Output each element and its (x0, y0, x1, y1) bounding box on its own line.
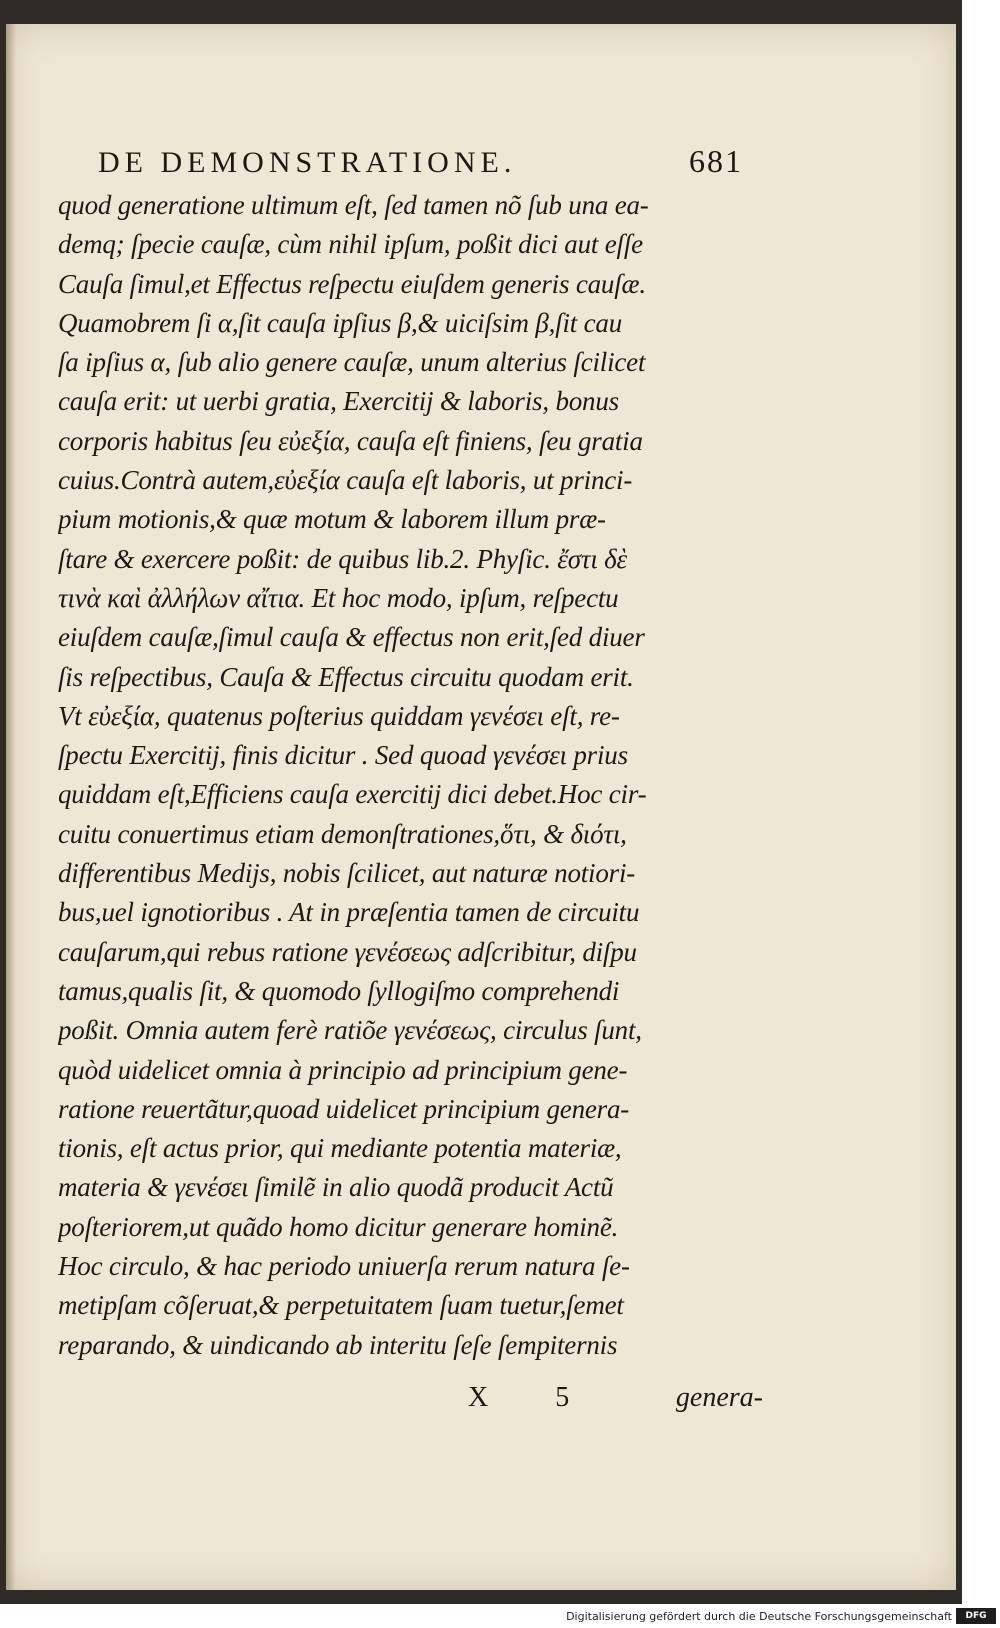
text-line: quòd uidelicet omnia à principio ad principium gene- (58, 1054, 628, 1085)
text-line: poßit. Omnia autem ferè ratiõe γενέσεως, circulus ſunt, (58, 1015, 642, 1046)
text-line: cuitu conuertimus etiam demonſtrationes,ὅτι, & διότι, (58, 818, 627, 849)
body-text (58, 186, 763, 1365)
catch-line (58, 1382, 763, 1422)
funding-note: Digitalisierung gefördert durch die Deutsche Forschungsgemeinschaft (566, 1610, 952, 1623)
text-line: cauſa erit: ut uerbi gratia, Exercitij & laboris, bonus (58, 386, 619, 417)
text-line: tionis, eſt actus prior, qui mediante potentia materiæ, (58, 1133, 622, 1164)
text-line: differentibus Medijs, nobis ſcilicet, aut naturæ notiori- (58, 858, 636, 889)
text-line: eiuſdem cauſæ,ſimul cauſa & effectus non erit,ſed diuer (58, 622, 645, 653)
text-line: poſteriorem,ut quãdo homo dicitur generare hominẽ. (58, 1211, 619, 1242)
text-line: cuius.Contrà autem,εὐεξία cauſa eſt laboris, ut princi- (58, 465, 633, 496)
text-line: ratione reuertãtur,quoad uidelicet principium genera- (58, 1093, 630, 1124)
digitization-footer (0, 1604, 1000, 1628)
text-line: quod generatione ultimum eſt, ſed tamen nõ ſub una ea- (58, 190, 649, 220)
text-line: cauſarum,qui rebus ratione γενέσεως adſcribitur, diſpu (58, 936, 637, 967)
text-line: bus,uel ignotioribus . At in præſentia tamen de circuitu (58, 897, 640, 928)
page-gutter-shadow (6, 24, 16, 1590)
text-line: reparando, & uindicando ab interitu ſeſe ſempiternis (58, 1329, 618, 1360)
catchword: genera- (675, 1382, 763, 1413)
text-line: ſtare & exercere poßit: de quibus lib.2. Phyſic. ἔστι δὲ (58, 543, 627, 574)
text-line: demq; ſpecie cauſæ, cùm nihil ipſum, poßit dici aut eſſe (58, 229, 643, 260)
text-line: ſpectu Exercitij, finis dicitur . Sed quoad γενέσει prius (58, 740, 628, 771)
text-line: Vt εὐεξία, quatenus poſterius quiddam γενέσει eſt, re- (58, 700, 620, 731)
signature-mark: X 5 (468, 1382, 600, 1413)
text-line: corporis habitus ſeu εὐεξία, cauſa eſt finiens, ſeu gratia (58, 425, 643, 456)
text-line: quiddam eſt,Efficiens cauſa exercitij dici debet.Hoc cir- (58, 779, 647, 810)
text-line: τινὰ καὶ ἀλλήλων αἴτια. Et hoc modo, ipſum, reſpectu (58, 582, 619, 613)
text-line: Quamobrem ſi α,ſit cauſa ipſius β,& uiciſsim β,ſit cau (58, 307, 622, 338)
text-line: tamus,qualis ſit, & quomodo ſyllogiſmo comprehendi (58, 975, 620, 1006)
running-head (98, 143, 743, 180)
text-line: metipſam cõſeruat,& perpetuitatem ſuam tuetur,ſemet (58, 1290, 624, 1321)
text-line: ſa ipſius α, ſub alio genere cauſæ, unum alterius ſcilicet (58, 347, 646, 378)
running-title: DE DEMONSTRATIONE. (98, 146, 517, 179)
text-line: Cauſa ſimul,et Effectus reſpectu eiuſdem generis cauſæ. (58, 268, 646, 299)
dfg-logo-icon: DFG (956, 1608, 996, 1624)
page-number: 681 (689, 143, 743, 179)
text-line: ſis reſpectibus, Cauſa & Effectus circuitu quodam erit. (58, 661, 634, 692)
text-line: Hoc circulo, & hac periodo uniuerſa rerum natura ſe- (58, 1251, 630, 1282)
text-line: materia & γενέσει ſimilẽ in alio quodã producit Actũ (58, 1172, 614, 1203)
text-line: pium motionis,& quæ motum & laborem illum præ- (58, 504, 606, 535)
